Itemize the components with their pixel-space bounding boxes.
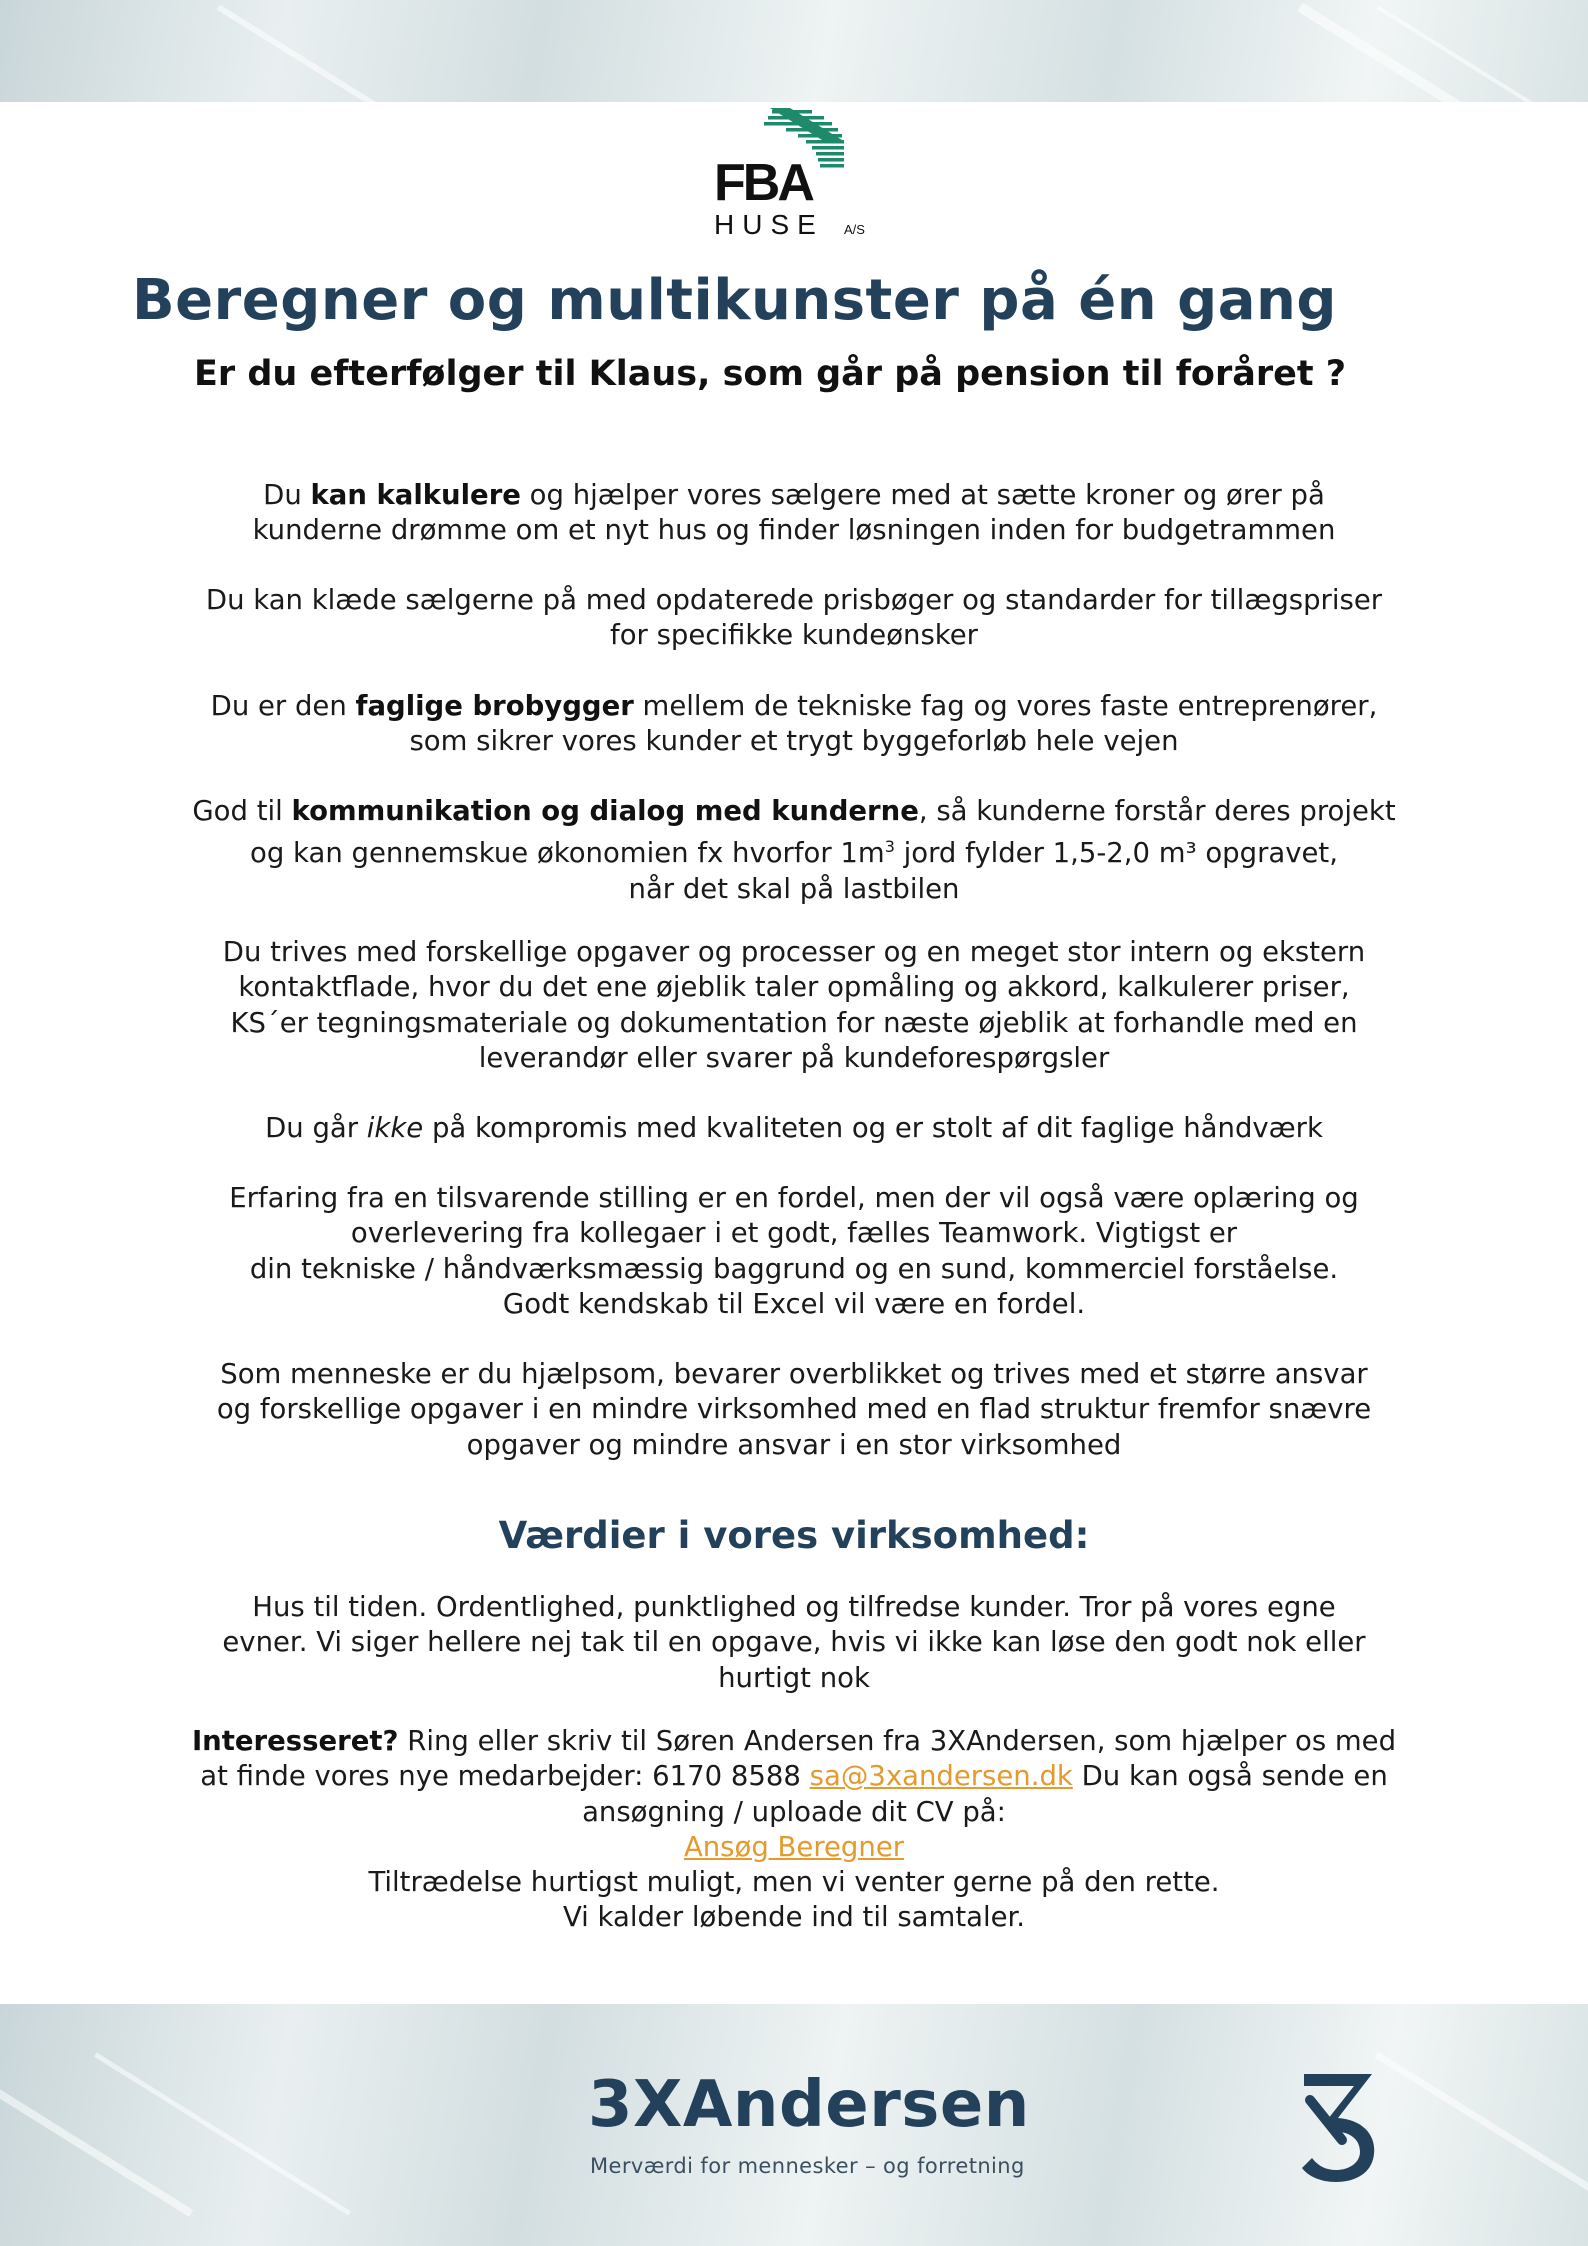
values-text: Hus til tiden. Ordentlighed, punktlighed og tilfredse kunder. Tror på vores egne evner. Vi siger hellere nej tak til en opgave, hvis vi ikke kan løse den godt nok eller hurtigt nok [222,1591,1366,1694]
fba-huse-logo [712,108,872,240]
page-title: Beregner og multikunster på én gang [132,268,1337,333]
header-banner [0,0,1588,102]
email-link[interactable]: sa@3xandersen.dk [809,1760,1073,1793]
paragraph-6: Du går ikke på kompromis med kvaliteten og er stolt af dit faglige håndværk [265,1112,1323,1144]
3x-logo-mark-icon [1298,2070,1378,2184]
footer-brand: 3XAndersen [588,2068,1030,2142]
paragraph-1: Du kan kalkulere og hjælper vores sælgere med at sætte kroner og ører på kunderne drømme om et nyt hus og finder løsningen inden for budgetrammen [252,479,1336,547]
values-heading: Værdier i vores virksomhed: [498,1514,1090,1557]
contact-section: Interesseret? Ring eller skriv til Søren Andersen fra 3XAndersen, som hjælper os med at finde vores nye medarbejder: 6170 8588 sa@3xandersen.dk Du kan også sende en ansøgning / uploade dit CV på: Ansøg Beregner Tiltrædelse hurtigst muligt, men vi venter gerne på den rette. Vi kalder løbende ind til samtaler. [191,1725,1397,1934]
logo-name: FBA [714,154,812,212]
apply-link[interactable]: Ansøg Beregner [683,1830,905,1863]
paragraph-4: God til kommunikation og dialog med kunderne, så kunderne forstår deres projekt og kan gennemskue økonomien fx hvorfor $1m^3$ jord fylder 1,5-2,0 m³ opgravet, når det skal på lastbilen [192,795,1396,905]
page-subtitle: Er du efterfølger til Klaus, som går på pension til foråret ? [194,354,1347,394]
footer-tagline: Merværdi for mennesker – og forretning [590,2154,1025,2178]
paragraph-5: Du trives med forskellige opgaver og processer og en meget stor intern og ekstern kontaktflade, hvor du det ene øjeblik taler opmåling og akkord, kalkulerer priser, KS´er tegningsmateriale og dokumentation for næste øjeblik at forhandle med en leverandør eller svarer på kundeforespørgsler [222,936,1366,1074]
paragraph-8: Som menneske er du hjælpsom, bevarer overblikket og trives med et større ansvar og forskellige opgaver i en mindre virksomhed med en flad struktur fremfor snævre opgaver og mindre ansvar i en stor virksomhed [216,1358,1372,1461]
logo-sub: HUSE [714,209,824,240]
logo-suffix: A/S [844,222,865,237]
paragraph-7: Erfaring fra en tilsvarende stilling er en fordel, men der vil også være oplæring og overlevering fra kollegaer i et godt, fælles Teamwork. Vigtigst er din tekniske / håndværksmæssig baggrund og en sund, kommerciel forståelse. Godt kendskab til Excel vil være en fordel. [229,1182,1359,1320]
paragraph-2: Du kan klæde sælgerne på med opdaterede prisbøger og standarder for tillægspriser for specifikke kundeønsker [205,584,1383,652]
contact-lead: Interesseret? [191,1725,399,1757]
paragraph-3: Du er den faglige brobygger mellem de tekniske fag og vores faste entreprenører, som sikrer vores kunder et trygt byggeforløb hele vejen [210,690,1378,758]
